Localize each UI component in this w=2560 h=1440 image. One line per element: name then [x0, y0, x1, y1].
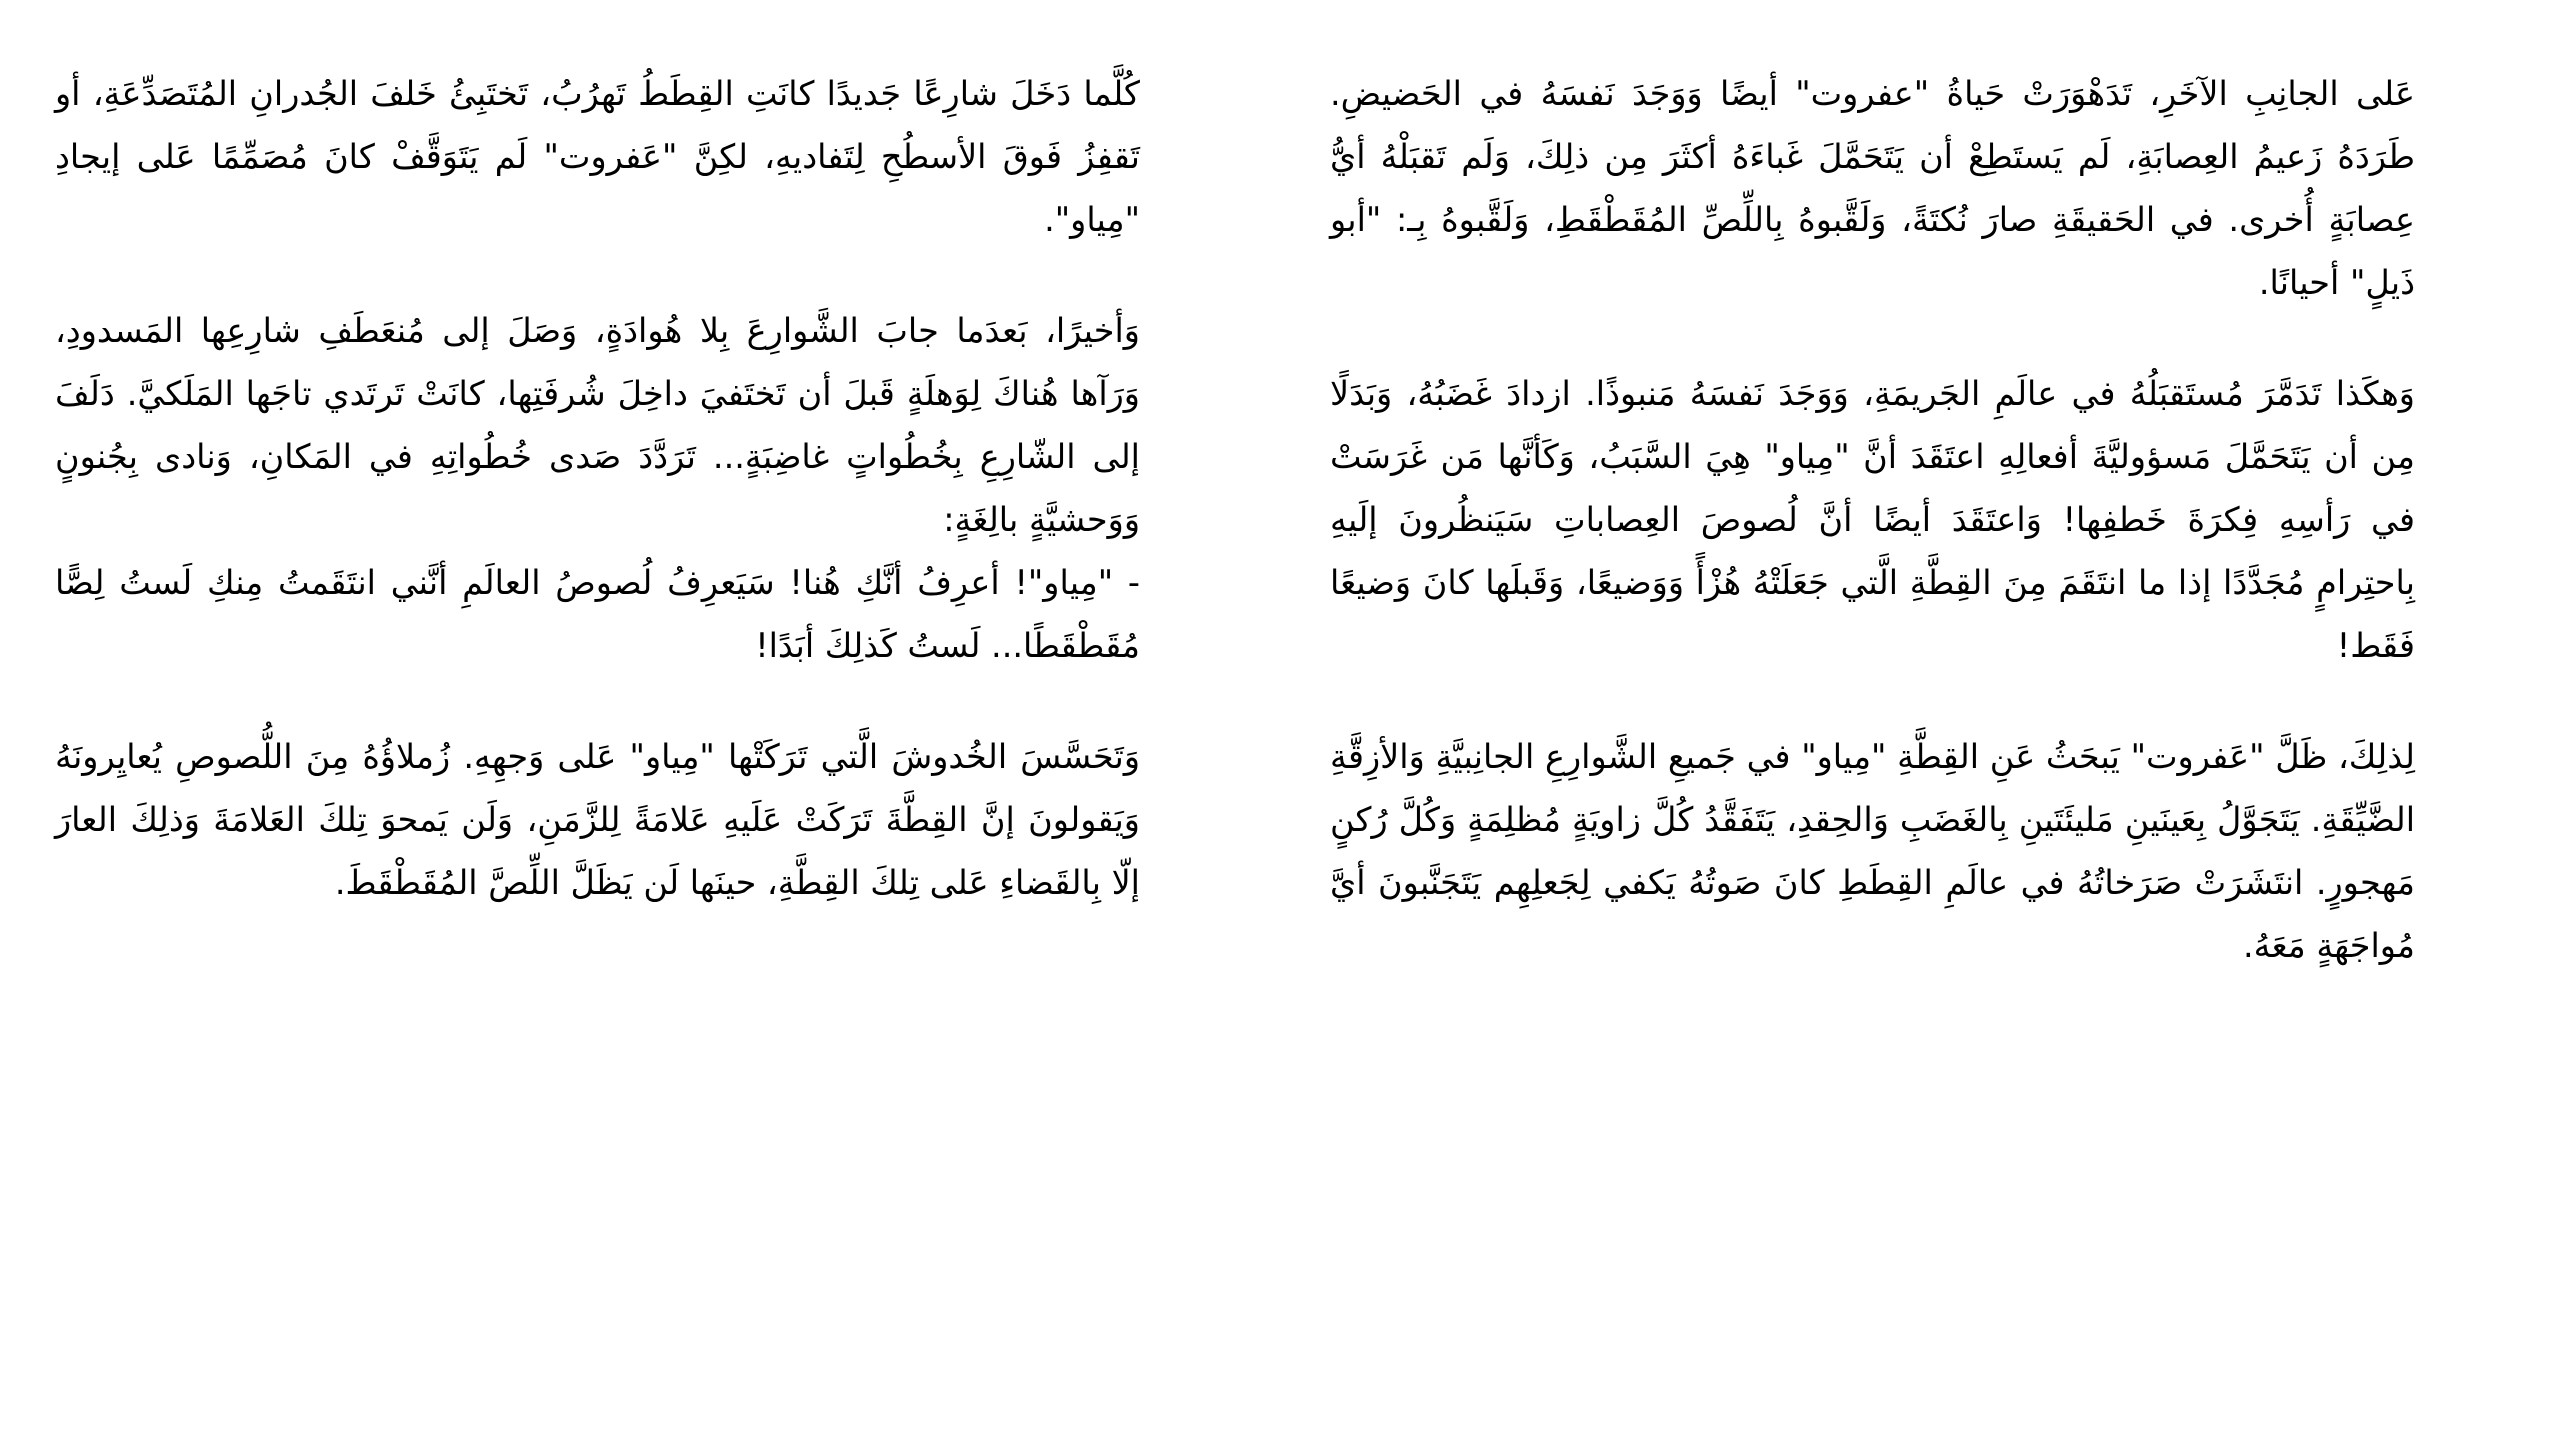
paragraph: وَأخيرًا، بَعدَما جابَ الشَّوارِعَ بِلا هُوادَةٍ، وَصَلَ إلى مُنعَطَفِ شارِعِها المَسدودِ، وَرَآها هُناكَ لِوَهلَةٍ قَبلَ أن تَختَفيَ داخِلَ شُرفَتِها، كانَتْ تَرتَدي تاجَها المَلَكيَّ. دَلَفَ إلى الشّارِعِ بِخُطُواتٍ غاضِبَةٍ... تَرَدَّدَ صَدى خُطُواتِهِ في المَكانِ، وَنادى بِجُنونٍ وَوَحشيَّةٍ بالِغَةٍ:	[55, 311, 1140, 539]
right-page-column	[1330, 62, 2415, 1025]
paragraph: وَتَحَسَّسَ الخُدوشَ الَّتي تَرَكَتْها "مِياو" عَلى وَجهِهِ. زُملاؤُهُ مِنَ اللُّصوصِ يُعايِرونَهُ وَيَقولونَ إنَّ القِطَّةَ تَرَكَتْ عَلَيهِ عَلامَةً لِلزَّمَنِ، وَلَن يَمحوَ تِلكَ العَلامَةَ وَذلِكَ العارَ إلّا بِالقَضاءِ عَلى تِلكَ القِطَّةِ، حينَها لَن يَظَلَّ اللِّصَّ المُقَطْقَطَ.	[55, 737, 1140, 902]
paragraph: وَهكَذا تَدَمَّرَ مُستَقبَلُهُ في عالَمِ الجَريمَةِ، وَوَجَدَ نَفسَهُ مَنبوذًا. ازدادَ غَضَبُهُ، وَبَدَلًا مِن أن يَتَحَمَّلَ مَسؤوليَّةَ أفعالِهِ اعتَقَدَ أنَّ "مِياو" هِيَ السَّبَبُ، وَكَأنَّها مَن غَرَسَتْ في رَأسِهِ فِكرَةَ خَطفِها! وَاعتَقَدَ أيضًا أنَّ لُصوصَ العِصاباتِ سَيَنظُرونَ إلَيهِ بِاحتِرامٍ مُجَدَّدًا إذا ما انتَقَمَ مِنَ القِطَّةِ الَّتي جَعَلَتْهُ هُزْأً وَوَضيعًا، وَقَبلَها كانَ وَضيعًا فَقَط!	[1330, 374, 2415, 665]
paragraph: لِذلِكَ، ظَلَّ "عَفروت" يَبحَثُ عَنِ القِطَّةِ "مِياو" في جَميعِ الشَّوارِعِ الجانِبيَّةِ وَالأزِقَّةِ الضَّيِّقَةِ. يَتَجَوَّلُ بِعَينَينِ مَليئَتَينِ بِالغَضَبِ وَالحِقدِ، يَتَفَقَّدُ كُلَّ زاويَةٍ مُظلِمَةٍ وَكُلَّ رُكنٍ مَهجورٍ. انتَشَرَتْ صَرَخاتُهُ في عالَمِ القِطَطِ كانَ صَوتُهُ يَكفي لِجَعلِهِم يَتَجَنَّبونَ أيَّ مُواجَهَةٍ مَعَهُ.	[1330, 737, 2415, 965]
paragraph: كُلَّما دَخَلَ شارِعًا جَديدًا كانَتِ القِطَطُ تَهرُبُ، تَختَبِئُ خَلفَ الجُدرانِ المُتَصَدِّعَةِ، أو تَقفِزُ فَوقَ الأسطُحِ لِتَفاديهِ، لكِنَّ "عَفروت" لَم يَتَوَقَّفْ كانَ مُصَمِّمًا عَلى إيجادِ "مِياو".	[55, 74, 1140, 239]
paragraph: عَلى الجانِبِ الآخَرِ، تَدَهْوَرَتْ حَياةُ "عفروت" أيضًا وَوَجَدَ نَفسَهُ في الحَضيضِ. طَرَدَهُ زَعيمُ العِصابَةِ، لَم يَستَطِعْ أن يَتَحَمَّلَ غَباءَهُ أكثَرَ مِن ذلِكَ، وَلَم تَقبَلْهُ أيُّ عِصابَةٍ أُخرى. في الحَقيقَةِ صارَ نُكتَةً، وَلَقَّبوهُ بِاللِّصِّ المُقَطْقَطِ، وَلَقَّبوهُ بِـ: "أبو ذَيلٍ" أحيانًا.	[1330, 74, 2415, 302]
dialogue-line: - "مِياو"! أعرِفُ أنَّكِ هُنا! سَيَعرِفُ لُصوصُ العالَمِ أنَّني انتَقَمتُ مِنكِ لَستُ لِصًّا مُقَطْقَطًا... لَستُ كَذلِكَ أبَدًا!	[55, 563, 1140, 665]
left-page-column	[55, 62, 1140, 962]
